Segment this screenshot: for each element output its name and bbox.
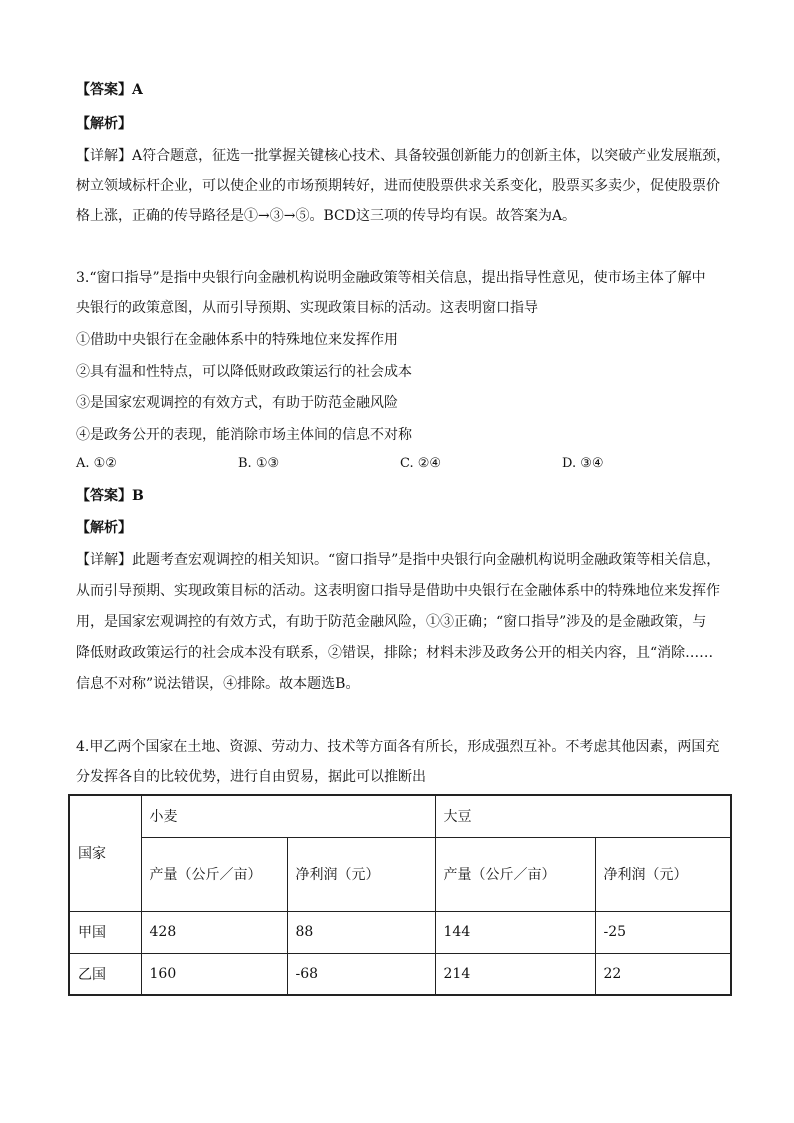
q3-detail-line: 【详解】此题考查宏观调控的相关知识。“窗口指导”是指中央银行向金融机构说明金融政策等相关信息， — [76, 552, 721, 568]
country-cell: 甲国 — [69, 911, 141, 953]
q3-statement-4: ④是政务公开的表现，能消除市场主体间的信息不对称 — [76, 427, 412, 443]
table-cell: 214 — [435, 953, 595, 995]
q3-detail-line: 降低财政政策运行的社会成本没有联系，②错误，排除；材料未涉及政务公开的相关内容，且“消除…… — [76, 645, 714, 661]
q2-detail-line: 树立领域标杆企业，可以使企业的市场预期转好，进而使股票供求关系变化，股票买多卖少，促使股票价 — [76, 178, 720, 194]
country-header: 国家 — [69, 795, 141, 911]
wheat-profit-header: 净利润（元） — [287, 837, 435, 911]
q3-option-a: A. ①② — [76, 456, 117, 471]
soybean-yield-header: 产量（公斤／亩） — [435, 837, 595, 911]
table-row — [69, 953, 731, 995]
q3-stem-line: 3.“窗口指导”是指中央银行向金融机构说明金融政策等相关信息，提出指导性意见，使市场主体了解中 — [76, 270, 706, 286]
table-cell: -68 — [287, 953, 435, 995]
q3-option-c: C. ②④ — [400, 456, 442, 471]
wheat-yield-header: 产量（公斤／亩） — [141, 837, 287, 911]
q2-answer: 【答案】A — [76, 82, 143, 98]
table-row — [69, 911, 731, 953]
table-cell: 88 — [287, 911, 435, 953]
table-cell: 160 — [141, 953, 287, 995]
q3-statement-2: ②具有温和性特点，可以降低财政政策运行的社会成本 — [76, 364, 412, 380]
table-header-row — [69, 795, 731, 837]
table-cell: -25 — [595, 911, 731, 953]
q4-stem-line: 分发挥各自的比较优势，进行自由贸易，据此可以推断出 — [76, 769, 426, 785]
country-cell: 乙国 — [69, 953, 141, 995]
q3-statement-1: ①借助中央银行在金融体系中的特殊地位来发挥作用 — [76, 332, 398, 348]
q3-statement-3: ③是国家宏观调控的有效方式，有助于防范金融风险 — [76, 395, 398, 411]
q2-analysis-label: 【解析】 — [76, 116, 132, 132]
soybean-header: 大豆 — [435, 795, 731, 837]
q3-detail-line: 用，是国家宏观调控的有效方式，有助于防范金融风险，①③正确；“窗口指导”涉及的是金融政策，与 — [76, 614, 707, 630]
table-subheader-row — [69, 837, 731, 911]
q3-detail-line: 从而引导预期、实现政策目标的活动。这表明窗口指导是借助中央银行在金融体系中的特殊地位来发挥作 — [76, 583, 720, 599]
table-cell: 144 — [435, 911, 595, 953]
q2-detail-line: 格上涨，正确的传导路径是①→③→⑤。BCD这三项的传导均有误。故答案为A。 — [76, 208, 577, 224]
q2-detail-line: 【详解】A符合题意，征选一批掌握关键核心技术、具备较强创新能力的创新主体，以突破产业发展瓶颈， — [76, 148, 731, 164]
table-cell: 428 — [141, 911, 287, 953]
q3-options — [76, 456, 736, 476]
q4-data-table — [68, 794, 732, 996]
q3-option-d: D. ③④ — [562, 456, 604, 471]
q3-answer: 【答案】B — [76, 488, 144, 504]
q3-detail-line: 信息不对称”说法错误，④排除。故本题选B。 — [76, 676, 360, 692]
wheat-header: 小麦 — [141, 795, 435, 837]
q3-analysis-label: 【解析】 — [76, 520, 132, 536]
q3-stem-line: 央银行的政策意图，从而引导预期、实现政策目标的活动。这表明窗口指导 — [76, 300, 538, 316]
q4-stem-line: 4.甲乙两个国家在土地、资源、劳动力、技术等方面各有所长，形成强烈互补。不考虑其他因素，两国充 — [76, 739, 720, 755]
q3-option-b: B. ①③ — [238, 456, 280, 471]
soybean-profit-header: 净利润（元） — [595, 837, 731, 911]
table-cell: 22 — [595, 953, 731, 995]
